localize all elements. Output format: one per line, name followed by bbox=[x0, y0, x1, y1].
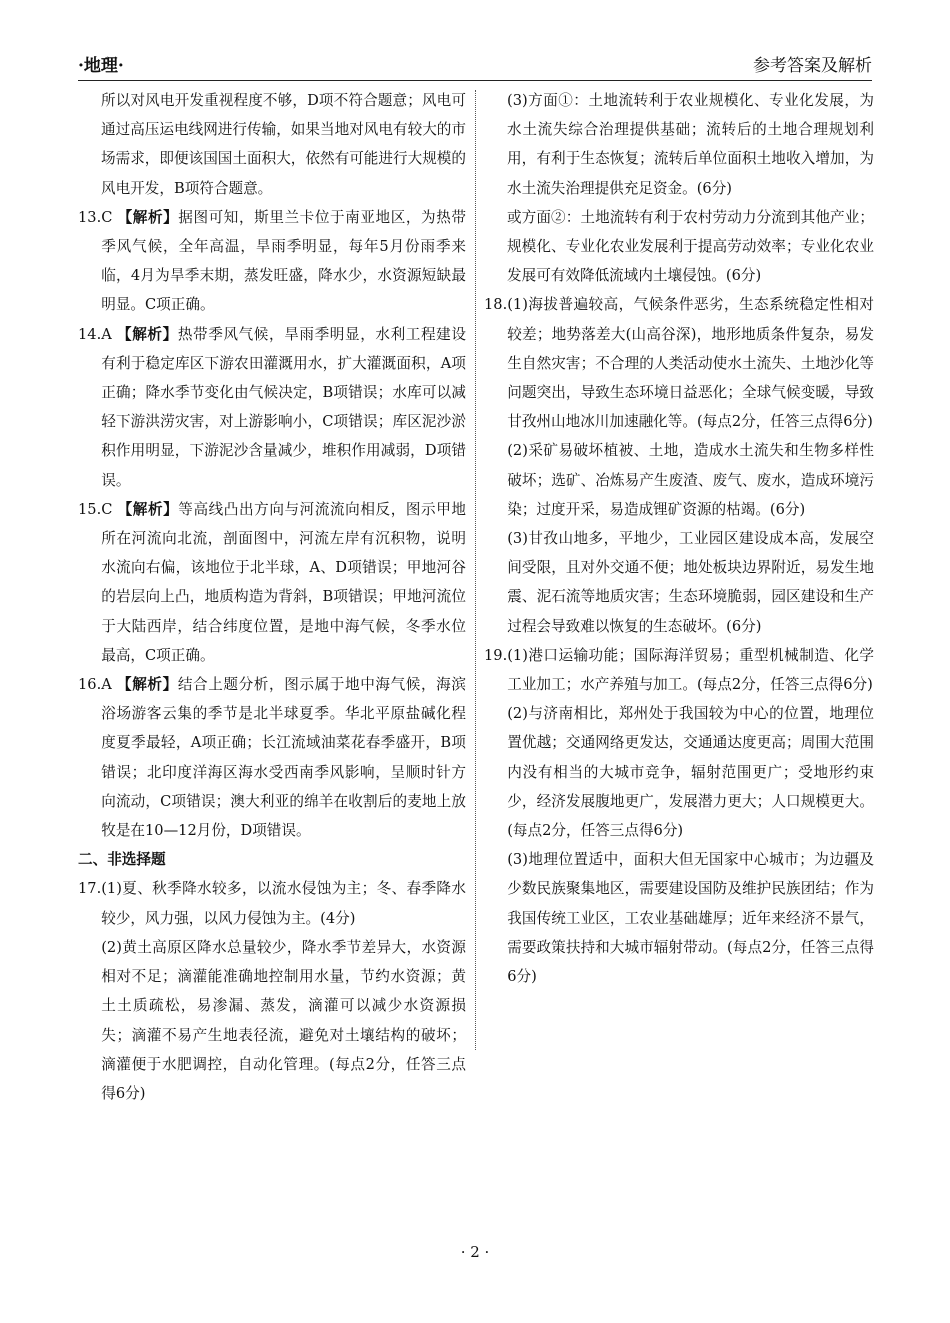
header-rule bbox=[78, 80, 872, 81]
answer-part-1: (1)夏、秋季降水较多，以流水侵蚀为主；冬、春季降水较少，风力强，以风力侵蚀为主。(4分) bbox=[101, 880, 466, 927]
question-number: 13. bbox=[78, 208, 102, 226]
question-15 bbox=[78, 495, 466, 670]
subject-label: ·地理· bbox=[78, 56, 124, 76]
question-body bbox=[101, 495, 466, 670]
right-column bbox=[484, 86, 874, 991]
analysis-tag: 【解析】 bbox=[117, 325, 178, 343]
q17-answer-part-3: (3)方面①：土地流转利于农业规模化、专业化发展，为水土流失综合治理提供基础；流转后的土地合理规划利用，有利于生态恢复；流转后单位面积土地收入增加，为水土流失治理提供充足资金。(6分) bbox=[507, 92, 874, 197]
question-14 bbox=[78, 320, 466, 495]
question-19 bbox=[484, 641, 874, 991]
answer-letter: A bbox=[101, 676, 112, 694]
question-body bbox=[507, 641, 874, 991]
analysis-tag: 【解析】 bbox=[117, 676, 178, 694]
question-number: 18. bbox=[484, 296, 508, 314]
question-body bbox=[101, 874, 466, 1108]
page-header bbox=[78, 52, 872, 80]
question-body bbox=[507, 290, 874, 640]
answer-part-2: (2)黄土高原区降水总量较少，降水季节差异大，水资源相对不足；滴灌能准确地控制用水量，节约水资源；黄土土质疏松，易渗漏、蒸发，滴灌可以减少水资源损失；滴灌不易产生地表径流，避免对土壤结构的破坏；滴灌便于水肥调控，自动化管理。(每点2分，任答三点得6分) bbox=[101, 938, 466, 1102]
analysis-text: 据图可知，斯里兰卡位于南亚地区，为热带季风气候，全年高温，旱雨季明显，每年5月份雨季来临，4月为旱季末期，蒸发旺盛，降水少，水资源短缺最明显。C项正确。 bbox=[101, 208, 466, 314]
question-16 bbox=[78, 670, 466, 845]
question-body bbox=[101, 320, 466, 495]
analysis-text: 结合上题分析，图示属于地中海气候，海滨浴场游客云集的季节是北半球夏季。华北平原盐碱化程度夏季最轻，A项正确；长江流域油菜花春季盛开，B项错误；北印度洋海区海水受西南季风影响，呈顺时针方向流动，C项错误；澳大利亚的绵羊在收割后的麦地上放牧是在10—12月份，D项错误。 bbox=[101, 676, 466, 840]
analysis-tag: 【解析】 bbox=[117, 208, 179, 226]
section-heading: 二、非选择题 bbox=[78, 851, 166, 869]
question-body bbox=[101, 670, 466, 845]
page-number: · 2 · bbox=[460, 1243, 490, 1261]
q17-answer-part-3-alt: 或方面②：土地流转有利于农村劳动力分流到其他产业；规模化、专业化农业发展利于提高劳动效率；专业化农业发展可有效降低流域内土壤侵蚀。(6分) bbox=[507, 208, 874, 285]
answer-part-1: (1)港口运输功能；国际海洋贸易；重型机械制造、化学工业加工；水产养殖与加工。(每点2分，任答三点得6分) bbox=[507, 646, 874, 694]
question-18 bbox=[484, 290, 874, 640]
question-body bbox=[101, 203, 466, 320]
question-number: 17. bbox=[78, 880, 102, 898]
answer-part-3: (3)甘孜山地多，平地少，工业园区建设成本高，发展空间受限，且对外交通不便；地处板块边界附近，易发生地震、泥石流等地质灾害；生态环境脆弱，园区建设和生产过程会导致难以恢复的生态破坏。(6分) bbox=[507, 530, 874, 635]
left-column bbox=[78, 86, 466, 1108]
question-number: 14. bbox=[78, 325, 102, 343]
intro-paragraph: 所以对风电开发重视程度不够，D项不符合题意；风电可通过高压运电线网进行传输，如果当地对风电有较大的市场需求，即便该国国土面积大，依然有可能进行大规模的风电开发，B项符合题意。 bbox=[101, 92, 466, 197]
answer-part-2: (2)与济南相比，郑州处于我国较为中心的位置，地理位置优越；交通网络更发达，交通通达度更高；周围大范围内没有相当的大城市竞争，辐射范围更广；受地形约束少，经济发展腹地更广，发展潜力更大；人口规模更大。(每点2分，任答三点得6分) bbox=[507, 705, 874, 840]
question-number: 15. bbox=[78, 500, 102, 518]
analysis-tag: 【解析】 bbox=[117, 500, 179, 518]
doc-title: 参考答案及解析 bbox=[753, 56, 872, 76]
answer-letter: A bbox=[101, 325, 112, 343]
column-divider bbox=[475, 90, 476, 1050]
analysis-text: 热带季风气候，旱雨季明显，水利工程建设有利于稳定库区下游农田灌溉用水，扩大灌溉面积，A项正确；降水季节变化由气候决定，B项错误；水库可以减轻下游洪涝灾害，对上游影响小，C项错误；库区泥沙淤积作用明显，下游泥沙含量减少，堆积作用减弱，D项错误。 bbox=[101, 325, 466, 489]
answer-part-2: (2)采矿易破坏植被、土地，造成水土流失和生物多样性破坏；选矿、冶炼易产生废渣、废气、废水，造成环境污染；过度开采，易造成锂矿资源的枯竭。(6分) bbox=[507, 442, 874, 518]
question-17 bbox=[78, 874, 466, 1108]
answer-part-1: (1)海拔普遍较高，气候条件恶劣，生态系统稳定性相对较差；地势落差大(山高谷深)，地形地质条件复杂，易发生自然灾害；不合理的人类活动使水土流失、土地沙化等问题突出，导致生态环境日益恶化；全球气候变暖，导致甘孜州山地冰川加速融化等。(每点2分，任答三点得6分) bbox=[507, 296, 874, 431]
question-13 bbox=[78, 203, 466, 320]
answer-part-3: (3)地理位置适中，面积大但无国家中心城市；为边疆及少数民族聚集地区，需要建设国防及维护民族团结；作为我国传统工业区，工农业基础雄厚；近年来经济不景气，需要政策扶持和大城市辐射带动。(每点2分，任答三点得6分) bbox=[507, 851, 874, 986]
answer-letter: C bbox=[101, 208, 113, 226]
answer-letter: C bbox=[101, 500, 113, 518]
question-number: 16. bbox=[78, 676, 102, 694]
analysis-text: 等高线凸出方向与河流流向相反，图示甲地所在河流向北流，剖面图中，河流左岸有沉积物，说明水流向右偏，该地位于北半球，A、D项错误；甲地河谷的岩层向上凸，地质构造为背斜，B项错误；甲地河流位于大陆西岸，结合纬度位置，是地中海气候，冬季水位最高，C项正确。 bbox=[101, 500, 466, 664]
question-number: 19. bbox=[484, 646, 508, 664]
